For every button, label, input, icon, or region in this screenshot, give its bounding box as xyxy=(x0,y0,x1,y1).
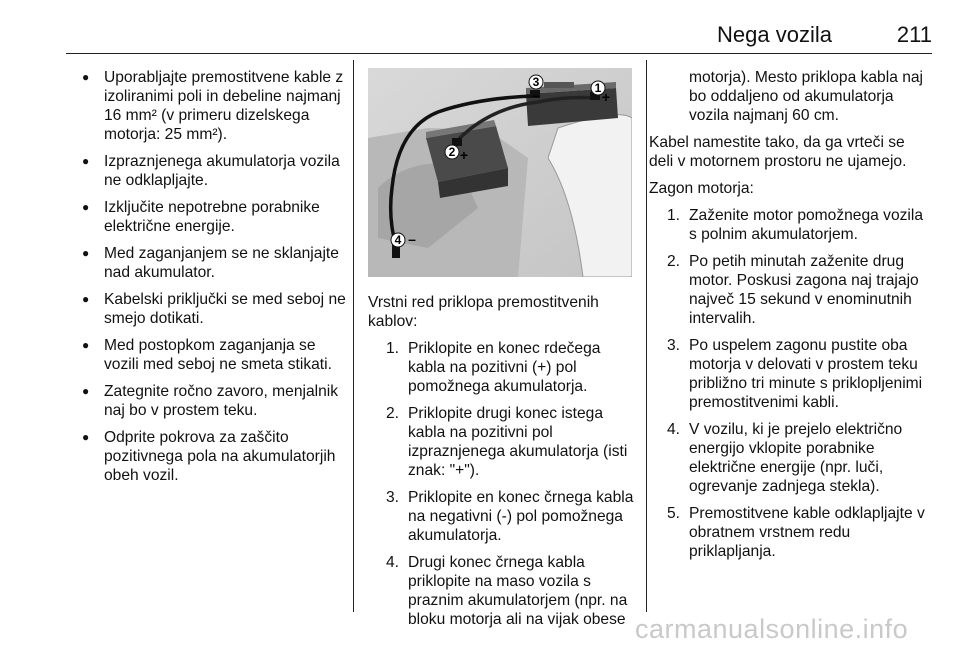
column-separator-right xyxy=(646,60,647,612)
right-column xyxy=(649,68,931,569)
list-item xyxy=(368,488,640,545)
list-item xyxy=(66,336,352,374)
watermark: carmanualsonline.info xyxy=(635,614,909,644)
callout-1: 1 xyxy=(594,81,602,95)
step-number: 2. xyxy=(386,405,400,422)
list-item xyxy=(66,68,352,144)
engine-start-steps xyxy=(649,206,931,561)
header-rule xyxy=(66,53,932,54)
list-item xyxy=(649,206,931,244)
jump-start-illustration xyxy=(368,68,632,277)
bullet-text: Odprite pokrova za zaščito pozitivnega pola na akumulatorjih obeh vozil. xyxy=(104,429,336,484)
step-text: Priklopite en konec rdečega kabla na pozitivni (+) pol pomožnega akumulatorja. xyxy=(408,340,601,395)
minus-mark-ground: – xyxy=(408,231,416,247)
step-text: Priklopite drugi konec istega kabla na pozitivni pol izpraznjenega akumulatorja (isti znak: "+"). xyxy=(408,405,628,479)
minus-mark-helper: – xyxy=(532,87,540,103)
step-number: 2. xyxy=(667,253,681,270)
left-column xyxy=(66,68,352,493)
step-number: 4. xyxy=(386,554,400,571)
bullet-text: Med postopkom zaganjanja se vozili med seboj ne smeta stikati. xyxy=(104,337,332,373)
page-number: 211 xyxy=(896,22,932,47)
list-item xyxy=(368,339,640,396)
list-item xyxy=(66,290,352,328)
plus-mark-discharged: + xyxy=(459,147,469,163)
list-item xyxy=(649,504,931,561)
step-text: V vozilu, ki je prejelo električno energijo vklopite porabnike električne energije (npr. luči, ogrevanje zadnjega stekla). xyxy=(689,421,903,495)
precaution-list xyxy=(66,68,352,485)
list-item xyxy=(368,553,640,629)
step-text: Po uspelem zagonu pustite oba motorja v delovati v prostem teku približno tri minute s priklopljenimi premostitvenimi kabli. xyxy=(689,337,923,411)
step-number: 3. xyxy=(667,337,681,354)
plus-mark-helper: + xyxy=(601,89,611,105)
list-item xyxy=(649,336,931,412)
connection-steps xyxy=(368,339,640,629)
callout-2: 2 xyxy=(448,145,456,159)
step-number: 5. xyxy=(667,505,681,522)
step-number: 3. xyxy=(386,489,400,506)
connection-order-intro: Vrstni red priklopa premostitvenih kablov: xyxy=(368,294,599,330)
step-text: Po petih minutah zaženite drug motor. Poskusi zagona naj trajajo največ 15 sekund v enominutnih intervalih. xyxy=(689,253,919,327)
callout-3: 3 xyxy=(532,75,540,89)
bullet-text: Izključite nepotrebne porabnike električne energije. xyxy=(104,199,320,235)
bullet-text: Zategnite ročno zavoro, menjalnik naj bo v prostem teku. xyxy=(104,383,339,419)
bullet-text: Izpraznjenega akumulatorja vozila ne odklapljajte. xyxy=(104,153,340,189)
step-number: 1. xyxy=(386,340,400,357)
step-text: Premostitvene kable odklapljajte v obratnem vrstnem redu priklapljanja. xyxy=(689,505,925,560)
list-item xyxy=(66,382,352,420)
step-text: Zaženite motor pomožnega vozila s polnim akumulatorjem. xyxy=(689,207,924,243)
list-item xyxy=(66,428,352,485)
list-item xyxy=(649,420,931,496)
column-separator-left xyxy=(353,60,354,612)
step-text: Priklopite en konec črnega kabla na negativni (-) pol pomožnega akumulatorja. xyxy=(408,489,634,544)
list-item xyxy=(66,198,352,236)
continuation-text: motorja). Mesto priklopa kabla naj bo oddaljeno od akumulatorja vozila najmanj 60 cm. xyxy=(689,69,924,124)
list-item xyxy=(66,244,352,282)
step-number: 1. xyxy=(667,207,681,224)
middle-column xyxy=(368,293,640,637)
bullet-text: Kabelski priključki se med seboj ne smejo dotikati. xyxy=(104,291,346,327)
engine-bay-drawing xyxy=(368,68,632,277)
bullet-text: Med zaganjanjem se ne sklanjajte nad akumulator. xyxy=(104,245,339,281)
list-item xyxy=(368,404,640,480)
bullet-text: Uporabljajte premostitvene kable z izoliranimi poli in debeline najmanj 16 mm² (v primeru dizelskega motorja: 25 mm²). xyxy=(104,69,344,143)
engine-start-heading: Zagon motorja: xyxy=(649,180,754,197)
callout-4: 4 xyxy=(394,233,402,247)
list-item xyxy=(66,152,352,190)
list-item xyxy=(649,252,931,328)
page-header-title: Nega vozila xyxy=(717,22,832,47)
step-number: 4. xyxy=(667,421,681,438)
cable-routing-note: Kabel namestite tako, da ga vrteči se deli v motornem prostoru ne ujamejo. xyxy=(649,134,907,170)
step-text: Drugi konec črnega kabla priklopite na maso vozila s praznim akumulatorjem (npr. na bloku motorja ali na vijak obese xyxy=(408,554,628,628)
